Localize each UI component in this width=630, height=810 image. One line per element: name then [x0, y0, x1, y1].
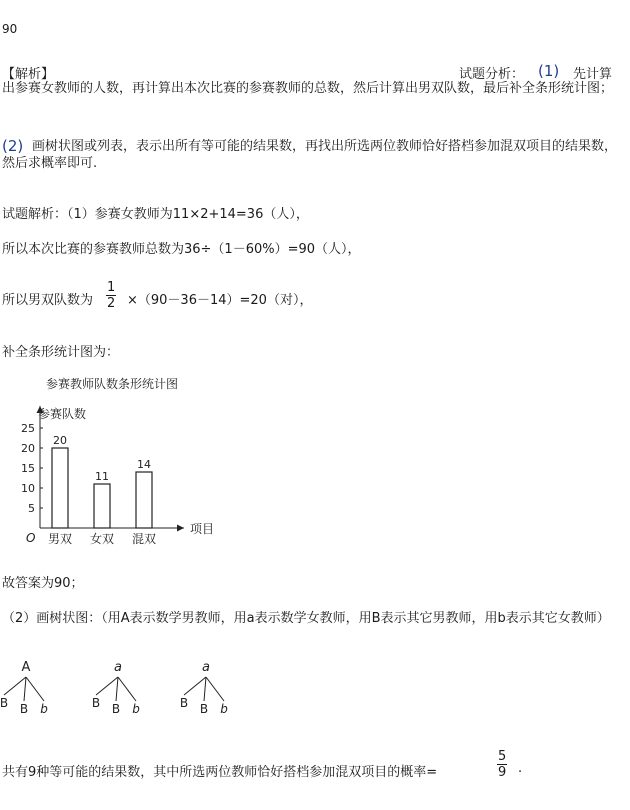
origin-label: O [26, 531, 36, 545]
part2-text: 画树状图或列表，表示出所有等可能的结果数，再找出所选两位教师恰好搭档参加混双项目的结果数，然后求概率即可. [2, 139, 618, 171]
tree-root-label: a [202, 660, 210, 675]
bar-data-label: 20 [53, 434, 67, 447]
y-tick-label: 5 [28, 502, 35, 515]
chart-layer [21, 406, 214, 546]
probability-numerator: 5 [498, 749, 507, 764]
conclusion-suffix: . [518, 761, 523, 776]
analysis-title: 试题分析： [459, 67, 525, 82]
final-answer: 故答案为90； [2, 576, 84, 591]
x-tick-label: 混双 [131, 532, 157, 546]
fraction-denominator: 2 [107, 296, 116, 311]
tree-leaf-label: b [220, 702, 228, 716]
part1-text-a: 先计算 [573, 67, 613, 82]
tree-branch [204, 677, 206, 701]
fraction-numerator: 1 [107, 280, 116, 295]
tree-leaf-label: B [91, 696, 101, 710]
bar [136, 472, 152, 528]
x-axis-label: 项目 [190, 522, 215, 536]
tree-leaf-label: B [19, 702, 29, 716]
y-tick-label: 20 [21, 442, 35, 455]
bar-chart [12, 372, 232, 552]
tree-intro: （2）画树状图：（用A表示数学男教师，用a表示数学女教师，用B表示其它男教师，用b表示其它女教师） [2, 611, 610, 626]
tree-diagram [92, 660, 140, 716]
tree-leaf-label: b [40, 702, 48, 716]
chart-intro: 补全条形统计图为： [2, 345, 120, 360]
tree-root-label: a [114, 660, 122, 675]
answer-number: 90 [2, 22, 18, 36]
y-tick-label: 25 [21, 422, 35, 435]
bar-data-label: 14 [137, 458, 151, 471]
x-tick-label: 男双 [47, 532, 73, 546]
probability-denominator: 9 [498, 765, 507, 780]
conclusion-prefix: 共有9种等可能的结果数，其中所选两位教师恰好搭档参加混双项目的概率= [2, 765, 438, 780]
bar-data-label: 11 [95, 470, 109, 483]
tree-branch [96, 677, 118, 695]
tree-diagrams [0, 655, 260, 725]
x-tick-label: 女双 [89, 532, 115, 546]
tree-branch [26, 677, 44, 701]
analysis-header: 【解析】 [2, 67, 55, 82]
tree-branch [184, 677, 206, 695]
y-axis-label: 参赛队数 [38, 407, 87, 421]
tree-branch [4, 677, 26, 695]
tree-leaf-label: B [179, 696, 189, 710]
part1-text-b: 出参赛女教师的人数，再计算出本次比赛的参赛教师的总数，然后计算出男双队数，最后补全条形统计图； [2, 81, 614, 96]
tree-leaf-label: b [132, 702, 140, 716]
probability-fraction [497, 749, 507, 780]
bar [52, 448, 68, 528]
part1-marker: (1) [538, 62, 560, 80]
solution-line-3-suffix: ×（90－36－14）=20（对）， [127, 293, 313, 308]
x-axis-arrow [177, 525, 184, 532]
solution-line-3-prefix: 所以男双队数为 [2, 293, 94, 308]
tree-leaf-label: B [199, 702, 209, 716]
tree-branch [118, 677, 136, 701]
bar [94, 484, 110, 528]
tree-root-label: A [21, 660, 31, 675]
tree-diagram [0, 660, 48, 716]
tree-leaf-label: B [111, 702, 121, 716]
y-tick-label: 10 [21, 482, 35, 495]
solution-line-2: 所以本次比赛的参赛教师总数为36÷（1－60%）=90（人）， [2, 242, 361, 257]
chart-title: 参赛教师队数条形统计图 [46, 377, 179, 391]
tree-diagram [180, 660, 228, 716]
tree-branch [116, 677, 118, 701]
y-tick-label: 15 [21, 462, 35, 475]
fraction-one-half [106, 280, 116, 311]
tree-branch [24, 677, 26, 701]
tree-branch [206, 677, 224, 701]
part2-marker: (2) [2, 137, 24, 155]
solution-line-1: 试题解析：（1）参赛女教师为11×2+14=36（人）， [2, 207, 309, 222]
tree-leaf-label: B [0, 696, 9, 710]
